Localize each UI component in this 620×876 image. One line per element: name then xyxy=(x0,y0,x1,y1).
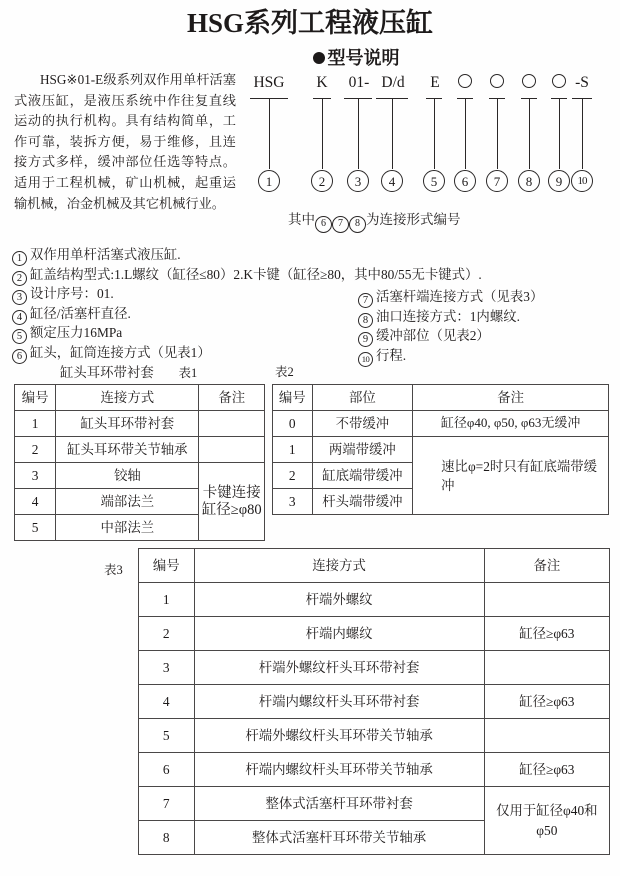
table2-caption: 表2 xyxy=(275,365,294,379)
cell-number: 6 xyxy=(139,753,195,787)
cell-description: 缸头耳环带关节轴承 xyxy=(56,437,199,463)
cell-note-merged: 卡键连接缸径≥φ80 xyxy=(199,463,265,541)
cell-note-merged: 速比φ=2时只有缸底端带缓冲 xyxy=(413,437,609,515)
model-code-leader-2 xyxy=(358,99,359,169)
cell-note xyxy=(199,411,265,437)
cell-note xyxy=(484,583,609,617)
table-row xyxy=(139,583,610,617)
cell-description: 缸头耳环带衬套 xyxy=(56,411,199,437)
cell-number: 4 xyxy=(15,489,56,515)
note-circle-⑥: 6 xyxy=(315,216,332,233)
spec-item-5 xyxy=(12,324,122,344)
table3-caption: 表3 xyxy=(104,563,123,577)
table2-header-no: 编号 xyxy=(273,385,313,411)
note-circle-group xyxy=(315,212,366,227)
table3-header-no: 编号 xyxy=(139,549,195,583)
cell-description: 缸底端带缓冲 xyxy=(312,463,413,489)
connection-form-note xyxy=(288,208,461,233)
model-code-leader-1 xyxy=(322,99,323,169)
spec-item-number-icon: 4 xyxy=(12,310,27,325)
spec-item-label: 双作用单杆活塞式液压缸. xyxy=(30,247,181,262)
model-code-leader-0 xyxy=(269,99,270,169)
cell-number: 1 xyxy=(15,411,56,437)
model-code-index-1: 1 xyxy=(258,170,280,192)
subtitle-group xyxy=(313,44,400,70)
table1-header-no: 编号 xyxy=(15,385,56,411)
filled-circle-bullet-icon xyxy=(313,52,325,64)
cell-number: 7 xyxy=(139,787,195,821)
subtitle-row xyxy=(0,44,620,70)
spec-item-number-icon: 6 xyxy=(12,349,27,364)
spec-item-10 xyxy=(358,347,406,367)
model-code-index-3: 3 xyxy=(347,170,369,192)
model-code-diagram xyxy=(240,74,612,202)
table-cushion-positions xyxy=(272,384,609,515)
spec-item-number-icon: 1 xyxy=(12,251,27,266)
cell-note: 缸径φ40, φ50, φ63无缓冲 xyxy=(413,411,609,437)
model-code-tokens xyxy=(240,74,612,100)
table-row xyxy=(139,651,610,685)
spec-item-number-icon: 5 xyxy=(12,329,27,344)
spec-item-label: 缸径/活塞杆直径. xyxy=(30,305,131,321)
model-code-leader-9 xyxy=(582,99,583,169)
empty-circle-icon xyxy=(522,74,536,88)
table-row xyxy=(139,685,610,719)
table-header-row xyxy=(273,385,609,411)
page-title: HSG系列工程液压缸 xyxy=(186,8,434,38)
model-code-token-circle-8 xyxy=(550,74,568,94)
spec-item-label: 缸头，缸筒连接方式（见表1） xyxy=(30,344,211,360)
table-row xyxy=(139,719,610,753)
cell-number: 0 xyxy=(273,411,313,437)
cell-description: 杆端外螺纹杆头耳环带关节轴承 xyxy=(194,719,484,753)
cell-description: 铰轴 xyxy=(56,463,199,489)
spec-item-label: 行程. xyxy=(376,347,407,363)
table1-header-note: 备注 xyxy=(199,385,265,411)
spec-item-8 xyxy=(358,308,520,328)
subtitle-label: 型号说明 xyxy=(327,48,400,68)
table-rod-end-connections xyxy=(138,548,610,855)
table-row xyxy=(273,411,609,437)
cell-number: 3 xyxy=(273,489,313,515)
table-connection-methods xyxy=(14,384,265,541)
table1-label: 表1 xyxy=(178,366,198,380)
table1-header-way: 连接方式 xyxy=(56,385,199,411)
note-circle-⑧: 8 xyxy=(349,216,366,233)
model-code-token-0: HSG xyxy=(253,74,285,91)
spec-item-7 xyxy=(358,288,543,308)
cell-note xyxy=(484,719,609,753)
cell-number: 4 xyxy=(139,685,195,719)
model-code-token-circle-6 xyxy=(488,74,506,94)
cell-number: 2 xyxy=(139,617,195,651)
table3-header-note: 备注 xyxy=(484,549,609,583)
spec-item-label: 缸盖结构型式:1.L螺纹（缸径≤80）2.K卡键（缸径≥80，其中80/55无卡键式）. xyxy=(30,266,482,282)
model-code-index-2: 2 xyxy=(311,170,333,192)
model-code-token-3: D/d xyxy=(381,74,405,91)
model-code-token-2: 01- xyxy=(348,74,370,91)
cell-description: 整体式活塞杆耳环带关节轴承 xyxy=(194,821,484,855)
cell-description: 中部法兰 xyxy=(56,515,199,541)
cell-note: 缸径≥φ63 xyxy=(484,753,609,787)
cell-number: 8 xyxy=(139,821,195,855)
model-code-token-4: E xyxy=(430,74,440,91)
model-code-index-6: 6 xyxy=(454,170,476,192)
cell-description: 杆端内螺纹 xyxy=(194,617,484,651)
table2-header-pos: 部位 xyxy=(312,385,413,411)
cell-number: 3 xyxy=(15,463,56,489)
cell-description: 不带缓冲 xyxy=(312,411,413,437)
spec-item-label: 额定压力16MPa xyxy=(30,325,123,340)
spec-item-1 xyxy=(12,246,181,266)
cell-note: 缸径≥φ63 xyxy=(484,685,609,719)
spec-item-2 xyxy=(12,266,482,286)
cell-number: 2 xyxy=(15,437,56,463)
model-code-leader-3 xyxy=(392,99,393,169)
model-code-index-circles xyxy=(240,170,612,196)
spec-item-number-icon: 9 xyxy=(358,332,373,347)
table3-header-way: 连接方式 xyxy=(194,549,484,583)
model-code-index-5: 5 xyxy=(423,170,445,192)
table-row xyxy=(139,787,610,821)
cell-number: 1 xyxy=(273,437,313,463)
cell-number: 3 xyxy=(139,651,195,685)
cell-description: 端部法兰 xyxy=(56,489,199,515)
cell-note-merged: 仅用于缸径φ40和φ50 xyxy=(484,787,609,855)
spec-item-label: 油口连接方式：1内螺纹. xyxy=(376,308,520,324)
cell-description: 两端带缓冲 xyxy=(312,437,413,463)
cell-description: 整体式活塞杆耳环带衬套 xyxy=(194,787,484,821)
model-code-leader-4 xyxy=(434,99,435,169)
model-code-index-9: 9 xyxy=(548,170,570,192)
empty-circle-icon xyxy=(490,74,504,88)
spec-item-label: 缓冲部位（见表2） xyxy=(376,328,490,343)
table-row xyxy=(15,437,265,463)
spec-item-3 xyxy=(12,285,114,305)
spec-item-number-icon: 2 xyxy=(12,271,27,286)
cell-number: 1 xyxy=(139,583,195,617)
model-code-token-1: K xyxy=(316,74,328,91)
cell-note: 缸径≥φ63 xyxy=(484,617,609,651)
cell-number: 5 xyxy=(139,719,195,753)
cell-description: 杆端内螺纹杆头耳环带关节轴承 xyxy=(194,753,484,787)
note-prefix: 其中 xyxy=(288,212,315,227)
model-code-token-circle-5 xyxy=(456,74,474,94)
table-header-row xyxy=(15,385,265,411)
spec-item-6 xyxy=(12,344,211,364)
cell-description: 杆头端带缓冲 xyxy=(312,489,413,515)
model-code-index-8: 8 xyxy=(518,170,540,192)
spec-item-9 xyxy=(358,327,490,347)
table-row xyxy=(15,463,265,489)
table1-title-text: 缸头耳环带衬套 xyxy=(60,365,154,380)
table-row xyxy=(273,437,609,463)
cell-number: 5 xyxy=(15,515,56,541)
model-code-token-9: -S xyxy=(575,74,589,91)
empty-circle-icon xyxy=(552,74,566,88)
model-code-leader-6 xyxy=(497,99,498,169)
model-code-leader-8 xyxy=(559,99,560,169)
note-circle-⑦: 7 xyxy=(332,216,349,233)
cell-description: 杆端内螺纹杆头耳环带衬套 xyxy=(194,685,484,719)
model-code-leader-5 xyxy=(465,99,466,169)
table1-caption xyxy=(60,362,197,381)
model-code-index-10: 10 xyxy=(571,170,593,192)
spec-item-number-icon: 8 xyxy=(358,313,373,328)
model-code-index-7: 7 xyxy=(486,170,508,192)
table-row xyxy=(139,753,610,787)
cell-note xyxy=(484,651,609,685)
spec-item-number-icon: 10 xyxy=(358,352,373,367)
cell-description: 杆端外螺纹 xyxy=(194,583,484,617)
model-code-leader-7 xyxy=(529,99,530,169)
spec-item-label: 设计序号：01. xyxy=(30,286,114,301)
intro-paragraph: HSG※01-E级系列双作用单杆活塞式液压缸，是液压系统中作往复直线运动的执行机构。具有结构简单，工作可靠，装拆方便，易于维修，且连接方式多样，缓冲部位任选等特点。适用于工程机械，矿山机械，起重运输机械，冶金机械及其它机械行业。 xyxy=(14,72,236,211)
table-header-row xyxy=(139,549,610,583)
spec-item-4 xyxy=(12,305,131,325)
cell-description: 杆端外螺纹杆头耳环带衬套 xyxy=(194,651,484,685)
model-code-token-circle-7 xyxy=(520,74,538,94)
spec-item-label: 活塞杆端连接方式（见表3） xyxy=(376,289,544,304)
title-row xyxy=(0,10,620,37)
cell-note xyxy=(199,437,265,463)
table2-header-note: 备注 xyxy=(413,385,609,411)
spec-item-number-icon: 7 xyxy=(358,293,373,308)
cell-number: 2 xyxy=(273,463,313,489)
spec-item-number-icon: 3 xyxy=(12,290,27,305)
note-suffix: 为连接形式编号 xyxy=(366,212,461,227)
table-row xyxy=(15,411,265,437)
table-row xyxy=(139,617,610,651)
model-code-index-4: 4 xyxy=(381,170,403,192)
empty-circle-icon xyxy=(458,74,472,88)
